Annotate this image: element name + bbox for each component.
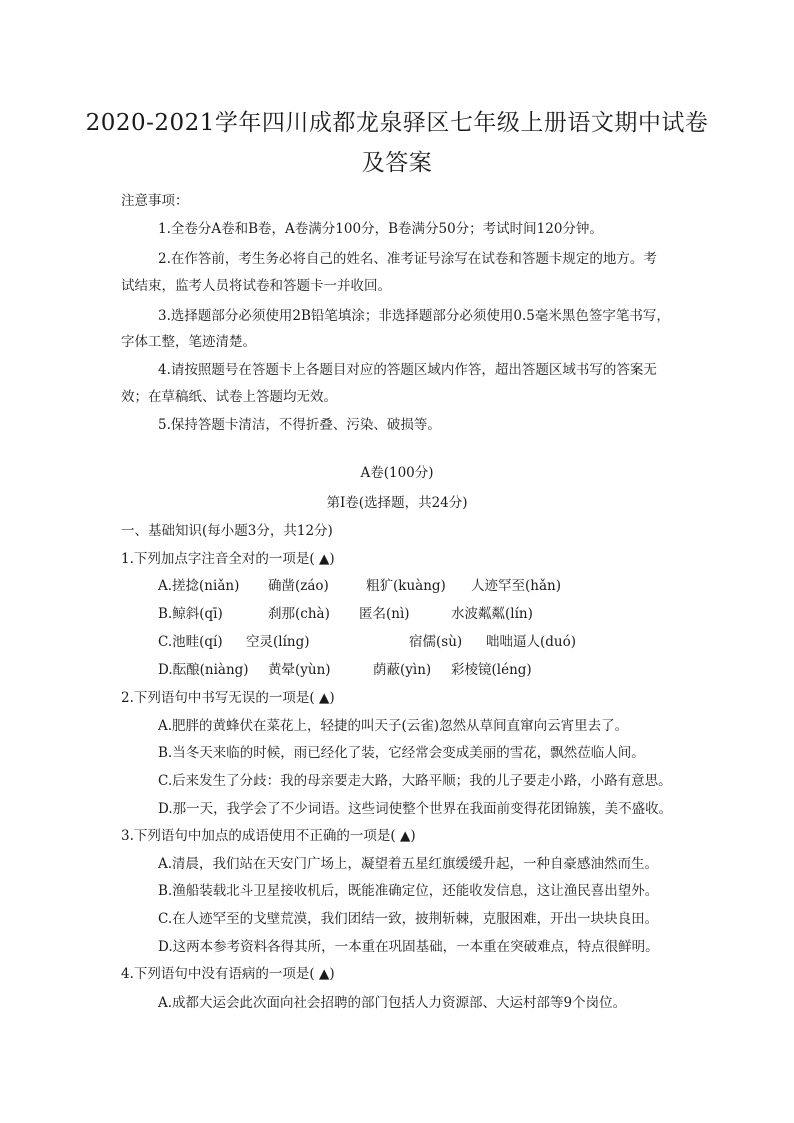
q1-option: A.搓捻(niǎn) — [158, 578, 240, 594]
volume-heading: A卷(100分) — [360, 465, 434, 481]
section-heading: 一、基础知识(每小题3分，共12分) — [121, 523, 333, 539]
q1-option: 黄晕(yùn) — [268, 662, 331, 678]
q1-option: 匿名(nì) — [359, 606, 410, 622]
part-heading: 第Ⅰ卷(选择题，共24分) — [326, 495, 468, 511]
notice-item: 4.请按照题号在答题卡上各题目对应的答题区域内作答，超出答题区域书写的答案无 — [158, 362, 657, 378]
q2-option: D.那一天，我学会了不少词语。这些词使整个世界在我面前变得花团锦簇，美不盛收。 — [158, 801, 673, 817]
q2-option: C.后来发生了分歧：我的母亲要走大路，大路平顺；我的儿子要走小路，小路有意思。 — [158, 773, 672, 789]
document-title-line1: 2020-2021学年四川成都龙泉驿区七年级上册语文期中试卷 — [85, 110, 709, 136]
question-2-stem: 2.下列语句中书写无误的一项是( ▲) — [121, 690, 335, 706]
question-1-stem: 1.下列加点字注音全对的一项是( ▲) — [121, 551, 335, 567]
q1-option: 荫蔽(yìn) — [373, 662, 432, 678]
q1-option: 粗犷(kuàng) — [366, 578, 446, 594]
q4-option: A.成都大运会此次面向社会招聘的部门包括人力资源部、大运村部等9个岗位。 — [158, 995, 627, 1011]
notice-item-continued: 字体工整，笔迹清楚。 — [121, 334, 256, 350]
q1-option: B.鲸斜(qī) — [158, 606, 223, 622]
q1-option: D.酝酿(niàng) — [158, 662, 249, 678]
q1-option: 咄咄逼人(duó) — [486, 634, 576, 650]
notice-item-continued: 试结束，监考人员将试卷和答题卡一并收回。 — [121, 278, 391, 294]
document-title-line2: 及答案 — [361, 150, 433, 176]
q1-option: C.池畦(qí) — [158, 634, 223, 650]
q3-option: C.在人迹罕至的戈壁荒漠，我们团结一致，披荆斩棘，克服困难，开出一块块良田。 — [158, 911, 659, 927]
q1-option: 彩棱镜(léng) — [451, 662, 532, 678]
notice-item-continued: 效；在草稿纸、试卷上答题均无效。 — [121, 389, 337, 405]
q3-option: D.这两本参考资料各得其所，一本重在巩固基础，一本重在突破难点，特点很鲜明。 — [158, 939, 659, 955]
notice-item: 1.全卷分A卷和B卷，A卷满分100分，B卷满分50分；考试时间120分钟。 — [158, 221, 603, 237]
q3-option: A.清晨，我们站在天安门广场上，凝望着五星红旗缓缓升起，一种自豪感油然而生。 — [158, 856, 659, 872]
question-4-stem: 4.下列语句中没有语病的一项是( ▲) — [121, 966, 335, 982]
q1-option: 空灵(líng) — [246, 634, 310, 650]
q2-option: B.当冬天来临的时候，雨已经化了装，它经常会变成美丽的雪花，飘然莅临人间。 — [158, 745, 645, 761]
question-3-stem: 3.下列语句中加点的成语使用不正确的一项是( ▲) — [121, 828, 416, 844]
q1-option: 宿儒(sù) — [409, 634, 463, 650]
q3-option: B.渔船装载北斗卫星接收机后，既能准确定位，还能收发信息，这让渔民喜出望外。 — [158, 883, 659, 899]
q1-option: 确凿(záo) — [268, 578, 329, 594]
q1-option: 水波粼粼(lín) — [451, 606, 533, 622]
q2-option: A.肥胖的黄蜂伏在菜花上，轻捷的叫天子(云雀)忽然从草间直窜向云宵里去了。 — [158, 718, 629, 734]
notice-item: 2.在作答前，考生务必将自己的姓名、准考证号涂写在试卷和答题卡规定的地方。考 — [158, 251, 657, 267]
q1-option: 人迹罕至(hǎn) — [471, 578, 561, 594]
notice-heading: 注意事项： — [121, 193, 189, 209]
q1-option: 刹那(chà) — [268, 606, 330, 622]
notice-item: 5.保持答题卡清洁，不得折叠、污染、破损等。 — [158, 417, 441, 433]
notice-item: 3.选择题部分必须使用2B铅笔填涂；非选择题部分必须使用0.5毫米黑色签字笔书写， — [158, 308, 670, 324]
